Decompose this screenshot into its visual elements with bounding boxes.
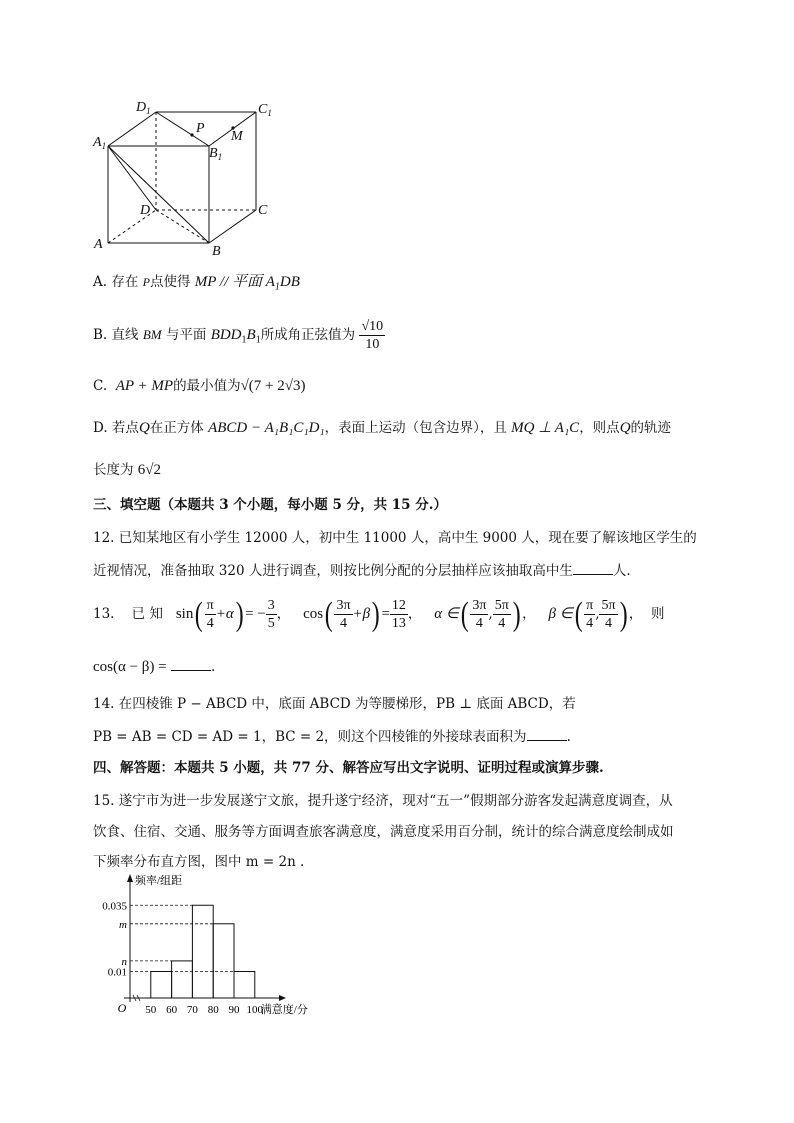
- label-B: B: [212, 244, 221, 259]
- x-tick-label: 90: [228, 1004, 240, 1016]
- answer-blank[interactable]: [527, 726, 567, 741]
- q13-line2: cos(α − β) = .: [93, 656, 215, 677]
- q14-line2: PB = AB = CD = AD = 1，BC = 2，则这个四棱锥的外接球表面积为 .: [93, 726, 571, 747]
- label-D: D: [140, 203, 151, 218]
- answer-blank[interactable]: [573, 560, 613, 575]
- label-C1: C: [258, 102, 268, 117]
- origin-label: O: [117, 1001, 127, 1015]
- y-axis-arrow: [127, 874, 133, 882]
- answer-blank[interactable]: [171, 656, 211, 671]
- label-D1: D: [136, 100, 147, 115]
- x-tick-label: 60: [166, 1004, 178, 1016]
- x-axis-arrow: [279, 995, 286, 1001]
- y-tick-label: 0.035: [102, 900, 127, 913]
- label-A1: A: [93, 135, 102, 150]
- frequency-histogram: [90, 872, 350, 1022]
- y-tick-label: m: [119, 918, 127, 931]
- q15-line1: 15. 遂宁市为进一步发展遂宁文旅，提升遂宁经济，现对“五一”假期部分游客发起满意度调查，从: [93, 793, 673, 809]
- cube-figure: [88, 96, 288, 261]
- svg-text:D1: $D_1$: [136, 100, 151, 116]
- x-tick-label: 70: [186, 1004, 198, 1016]
- svg-text:A1: $A_1$: [93, 135, 107, 151]
- section4-heading: 四、解答题：本题共 5 小题，共 77 分、解答应写出文字说明、证明过程或演算步骤.: [93, 760, 604, 776]
- q15-line3: 下频率分布直方图，图中 m = 2n .: [93, 854, 305, 870]
- option-a: A. 存在 P点使得 MP // 平面 $A_1DB$: [93, 274, 300, 293]
- option-b: B. 直线 BM 与平面 $BDD_1B_1$所成角正弦值为 $\frac{√10}{10}$: [93, 319, 384, 352]
- svg-text:B1: $B_1$: [209, 146, 223, 162]
- histogram-bar: [213, 924, 234, 998]
- y-axis-label: 频率/组距: [135, 875, 183, 887]
- q12-line2: 近视情况，准备抽取 320 人进行调查，则按比例分配的分层抽样应该抽取高中生 人.: [93, 560, 631, 581]
- option-c: C. AP + MP的最小值为√(7 + 2√3): [93, 378, 306, 394]
- label-M: M: [231, 129, 243, 144]
- section3-heading: 三、填空题（本题共 3 个小题，每小题 5 分，共 15 分.）: [93, 497, 447, 513]
- svg-text:C1: $C_1$: [258, 102, 272, 118]
- histogram-bar: [192, 905, 213, 998]
- y-tick-label: n: [121, 955, 127, 968]
- label-P: P: [196, 121, 205, 136]
- q12-line1: 12. 已知某地区有小学生 12000 人，初中生 11000 人，高中生 9000 人，现在要了解该地区学生的: [93, 530, 697, 546]
- x-tick-label: 80: [207, 1004, 219, 1016]
- x-tick-label: 100: [246, 1004, 264, 1016]
- histogram-bar: [172, 961, 193, 998]
- y-tick-label: 0.01: [107, 966, 127, 979]
- label-B1: B: [209, 146, 218, 161]
- option-d-line1: D. 若点Q在正方体 ABCD − A₁B₁C₁D₁，表面上运动（包含边界），且 MQ ⊥ A₁C，则点Q的轨迹: [93, 420, 672, 436]
- q13-line1: 13. 已 知 sin( $\frac{\pi}{4}$ +α) = − $\frac{3}{5}$ ， cos( $\frac{3\pi}{4}$ +β) = $\frac{12}{13}$ ， α ∈( $\frac{3\pi}{4}$ , $\frac{5\pi}{4}$ ) ， β ∈( $\frac{\pi}{4}$ , $\frac{5\pi}{4}$ ) ， 则: [93, 595, 665, 633]
- x-tick-label: 50: [145, 1004, 157, 1016]
- label-A: A: [94, 237, 103, 252]
- histogram-bar: [151, 972, 172, 999]
- histogram-bar: [234, 972, 255, 999]
- option-d-line2: 长度为 6√2: [93, 462, 162, 478]
- x-axis-label: 满意度/分: [260, 1004, 308, 1016]
- q14-line1: 14. 在四棱锥 P − ABCD 中，底面 ABCD 为等腰梯形，PB ⊥ 底面 ABCD，若: [93, 696, 576, 712]
- q15-line2: 饮食、住宿、交通、服务等方面调查旅客满意度，满意度采用百分制，统计的综合满意度绘制成如: [93, 824, 674, 840]
- label-C: C: [258, 203, 268, 218]
- sine-fraction: $\frac{√10}{10}$: [361, 319, 384, 352]
